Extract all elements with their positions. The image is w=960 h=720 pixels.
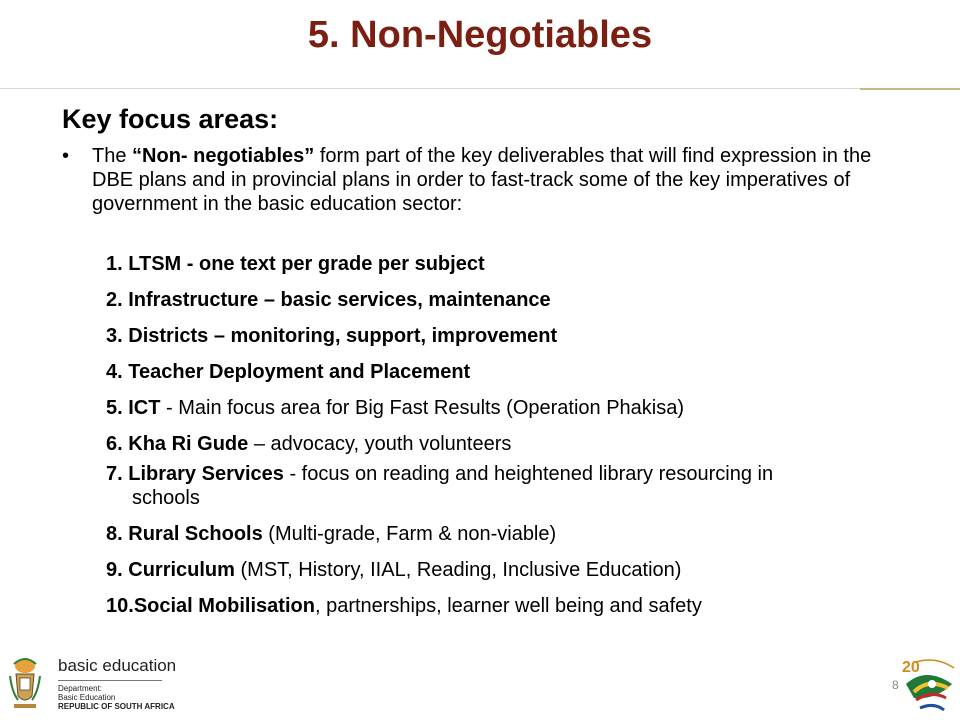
bullet-marker: • [62, 145, 70, 167]
focus-item-number: 8. [106, 523, 129, 545]
focus-item-detail: - Main focus area for Big Fast Results (Operation Phakisa) [160, 397, 685, 419]
focus-item-detail: – advocacy, youth volunteers [248, 433, 512, 455]
20-years-of-freedom-logo [896, 654, 958, 718]
focus-item-number: 2. [106, 289, 129, 311]
focus-item-heading: Kha Ri Gude [128, 433, 249, 455]
focus-item [106, 288, 906, 312]
logo-title: basic education [58, 656, 177, 675]
focus-item-heading: LTSM - one text per grade per subject [128, 253, 485, 275]
focus-item-number: 9. [106, 559, 129, 581]
focus-item [106, 558, 906, 582]
slide-title: 5. Non-Negotiables [307, 14, 653, 56]
focus-item-heading: Rural Schools [128, 523, 263, 545]
svg-text:20: 20 [902, 659, 920, 676]
focus-item [106, 396, 906, 420]
focus-item-heading: Curriculum [128, 559, 235, 581]
intro-pre: The [92, 145, 133, 167]
focus-item-detail: , partnerships, learner well being and safety [314, 595, 702, 617]
focus-item-heading: Teacher Deployment and Placement [128, 361, 471, 383]
intro-bullet [62, 144, 902, 216]
focus-item-detail: (Multi-grade, Farm & non-viable) [262, 523, 557, 545]
focus-item [106, 462, 832, 510]
logo-subtitle [58, 684, 175, 711]
focus-item-number: 5. [106, 397, 129, 419]
page-number: 8 [892, 678, 899, 692]
focus-item [106, 594, 906, 618]
dbe-logo [6, 656, 186, 716]
title-divider-accent [860, 88, 960, 90]
logo-line-2: Basic Education [58, 693, 116, 702]
coat-of-arms-icon [6, 656, 44, 712]
intro-bold: “Non- negotiables” [132, 145, 315, 167]
focus-item-heading: Library Services [128, 463, 284, 485]
focus-item [106, 360, 906, 384]
logo-country: REPUBLIC OF SOUTH AFRICA [58, 702, 175, 711]
logo-line-1: Department: [58, 684, 103, 693]
focus-item-number: 10. [106, 595, 134, 617]
focus-item-number: 1. [106, 253, 129, 275]
intro-post: form part of the key deliverables that will find expression in the DBE plans and in provincial plans in order to fast-track some of the key imperatives of government in the basic education sector: [92, 145, 872, 215]
focus-item [106, 432, 906, 456]
focus-item-heading: Infrastructure – basic services, maintenance [128, 289, 551, 311]
focus-item-heading: Social Mobilisation [133, 595, 315, 617]
focus-item-heading: Districts – monitoring, support, improvement [128, 325, 558, 347]
focus-item [106, 324, 906, 348]
focus-item-number: 7. [106, 463, 129, 485]
focus-item-number: 3. [106, 325, 129, 347]
logo-divider [58, 680, 162, 681]
focus-item [106, 252, 906, 276]
focus-item-number: 6. [106, 433, 129, 455]
focus-item [106, 522, 906, 546]
focus-list [106, 252, 906, 618]
focus-item-heading: ICT [128, 397, 161, 419]
intro-bullet-text [92, 144, 902, 216]
focus-item-detail: - focus on reading and heightened library resourcing in schools [132, 463, 774, 509]
focus-item-number: 4. [106, 361, 129, 383]
subheading: Key focus areas: [62, 104, 279, 134]
focus-item-detail: (MST, History, IIAL, Reading, Inclusive Education) [234, 559, 682, 581]
title-divider [0, 88, 960, 89]
